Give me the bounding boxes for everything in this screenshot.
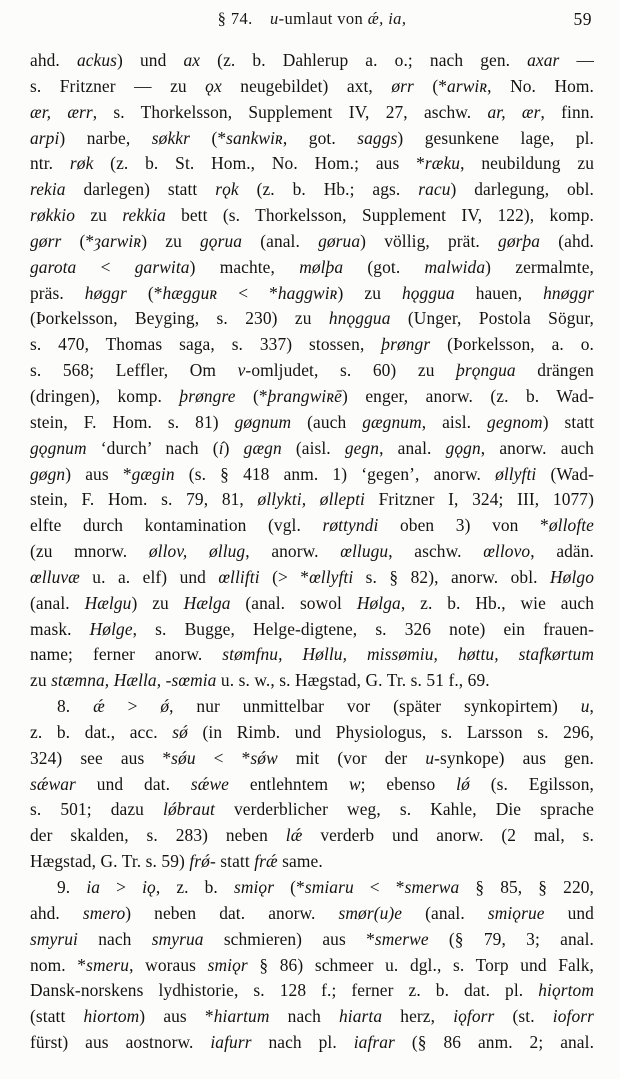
italic-term: arpi <box>30 127 60 148</box>
italic-term: œllugu <box>340 541 389 562</box>
text-line <box>30 694 594 720</box>
italic-term: frǿ- <box>189 851 216 872</box>
text-line <box>30 797 594 823</box>
text-run: (anal. <box>242 230 319 251</box>
italic-term: rekia <box>30 179 66 200</box>
page-body <box>30 48 594 1056</box>
text-run: -synkope) aus gen. <box>434 747 594 768</box>
text-run: ) völlig, prät. <box>360 230 499 251</box>
text-run: drängen <box>515 360 594 381</box>
italic-term: ær, ærr <box>30 101 93 122</box>
text-run: ) und <box>117 50 184 70</box>
text-line <box>30 100 594 126</box>
italic-term: arwiʀ <box>447 75 488 96</box>
text-line <box>30 720 594 746</box>
text-run: name; ferner anorw. <box>30 644 223 665</box>
text-run: zu <box>30 670 52 691</box>
italic-term: u <box>425 747 435 768</box>
text-run: ) zu <box>141 230 201 251</box>
text-run: , woraus <box>129 954 208 975</box>
italic-term: hnøggr <box>543 282 594 303</box>
text-run: (s. Egilsson, <box>469 773 594 794</box>
text-run: s. § 82), anorw. obl. <box>353 566 551 587</box>
italic-term: ǽ, ia, <box>367 9 407 28</box>
italic-term: lǿbraut <box>163 799 215 820</box>
text-run: nach <box>269 1006 340 1027</box>
italic-term: ioforr <box>552 1006 594 1027</box>
text-run: § 86) schmeer u. dgl., s. Torp und Falk, <box>247 954 594 975</box>
italic-term: høggr <box>84 282 127 303</box>
paragraph <box>30 694 594 875</box>
italic-term: øllofte <box>548 515 594 536</box>
text-line <box>30 332 594 358</box>
italic-term: ackus <box>76 50 118 70</box>
text-run: (z. b. St. Hom., No. Hom.; aus * <box>93 153 425 174</box>
italic-term: ǿ <box>160 696 170 717</box>
section-heading <box>30 9 594 29</box>
text-run: hauen, <box>454 282 544 303</box>
text-run: , anal. <box>379 437 446 458</box>
italic-term: stæmna, Hælla, -sœmia <box>51 670 217 691</box>
italic-term: gegn <box>344 437 380 458</box>
italic-term: smyrui <box>30 928 78 949</box>
italic-term: øllyfti <box>495 463 537 484</box>
text-run: (auch <box>291 411 363 432</box>
text-line <box>30 1030 594 1056</box>
italic-term: smiǫr <box>207 954 248 975</box>
text-run: und <box>544 902 594 923</box>
italic-term: gǫrua <box>200 230 243 251</box>
italic-term: ar, ær <box>487 101 541 122</box>
text-run: verderb und anorw. (2 mal, s. <box>302 825 594 846</box>
italic-term: røttyndi <box>322 515 379 536</box>
text-run: (ahd. <box>540 230 594 251</box>
text-line <box>30 849 594 875</box>
text-line <box>30 617 594 643</box>
italic-term: gǫgnum <box>30 437 87 458</box>
italic-term: í <box>218 437 224 458</box>
text-line <box>30 927 594 953</box>
text-run: (§ 79, 3; anal. <box>428 928 594 949</box>
italic-term: iǫforr <box>453 1006 495 1027</box>
text-run: (Þorkelsson, a. o. <box>430 334 594 355</box>
book-page <box>0 9 620 1079</box>
text-run: 324) see aus * <box>30 747 172 768</box>
text-run: nach <box>77 928 152 949</box>
text-run: oben 3) von * <box>378 515 549 536</box>
text-line <box>30 953 594 979</box>
text-run: (in Rimb. und Physiologus, s. Larsson s. 296, <box>187 721 594 742</box>
text-run: (z. b. Dahlerup a. o.; nach gen. <box>200 50 528 70</box>
text-run: ) neben dat. anorw. <box>125 902 339 923</box>
text-run: ntr. <box>30 153 70 174</box>
text-run: und dat. <box>75 773 191 794</box>
italic-term: smiǫrue <box>487 902 545 923</box>
text-run: (dringen), komp. <box>30 385 180 406</box>
text-run: 8. <box>57 696 94 717</box>
text-run: , z. b. <box>155 877 234 897</box>
italic-term: œllifti <box>218 566 260 587</box>
italic-term: stømfnu, Høllu, missømiu, høttu, stafkørtum <box>222 644 594 665</box>
text-run: herz, <box>382 1006 454 1027</box>
italic-term: lǿ <box>456 773 470 794</box>
italic-term: u <box>269 9 279 28</box>
text-line <box>30 229 594 255</box>
text-run: < * <box>195 747 251 768</box>
text-run: (* <box>126 282 163 303</box>
text-run: , adän. <box>530 541 594 562</box>
text-run: , anorw. <box>245 541 341 562</box>
text-run: , got. <box>282 127 358 148</box>
text-line <box>30 539 594 565</box>
text-run: Dansk-norskens lydhistorie, s. 128 f.; ferner z. b. dat. pl. <box>30 980 539 1001</box>
text-run: Fritzner I, 324; III, 1077) <box>364 489 594 510</box>
text-run: (aisl. <box>281 437 345 458</box>
italic-term: ǽ <box>93 696 105 717</box>
italic-term: rǫk <box>215 179 239 200</box>
italic-term: sǽwe <box>190 773 229 794</box>
text-line <box>30 255 594 281</box>
italic-term: sankwiʀ <box>226 127 283 148</box>
text-run: Hægstad, G. Tr. s. 59) <box>30 851 190 872</box>
text-run: same. <box>277 851 323 872</box>
text-run: > <box>100 877 143 897</box>
italic-term: smyrua <box>151 928 204 949</box>
italic-term: ȝarwiʀ <box>94 230 142 251</box>
text-line <box>30 668 594 694</box>
text-run: , anorw. auch <box>480 437 594 458</box>
italic-term: smero <box>82 902 126 923</box>
text-run: ) aus * <box>65 463 132 484</box>
text-run: ) statt <box>542 411 594 432</box>
italic-term: Hølgo <box>550 566 594 587</box>
page-number: 59 <box>573 9 592 29</box>
text-line <box>30 48 594 74</box>
text-run: ‘durch’ nach ( <box>86 437 219 458</box>
text-line <box>30 177 594 203</box>
text-run: < <box>76 256 135 277</box>
italic-term: haggwiʀ <box>277 282 338 303</box>
italic-term: ax <box>183 50 201 70</box>
italic-term: Hølge <box>89 618 133 639</box>
text-run: nach pl. <box>251 1032 354 1053</box>
text-run: ) zu <box>131 592 184 613</box>
italic-term: sǿu <box>171 747 196 768</box>
text-run: nom. * <box>30 954 87 975</box>
text-line <box>30 384 594 410</box>
italic-term: gægin <box>131 463 175 484</box>
text-run: s. 501; dazu <box>30 799 164 820</box>
text-run: , aisl. <box>421 411 488 432</box>
text-run: u. a. elf) und <box>79 566 219 587</box>
text-run: § 85, § 220, <box>459 877 594 897</box>
text-line <box>30 513 594 539</box>
text-run: ) darlegung, obl. <box>450 179 594 200</box>
italic-term: þrǫngua <box>456 360 516 381</box>
italic-term: øllov, øllug <box>148 541 246 562</box>
italic-term: Hælgu <box>84 592 132 613</box>
text-run: — <box>559 50 594 70</box>
text-line <box>30 74 594 100</box>
italic-term: hnǫggua <box>328 308 391 329</box>
text-run: mask. <box>30 618 90 639</box>
text-run: s. 568; Leffler, Om <box>30 360 238 381</box>
page-header <box>30 9 594 33</box>
italic-term: hǫggua <box>401 282 455 303</box>
italic-term: malwida <box>424 256 486 277</box>
text-run: (statt <box>30 1006 84 1027</box>
italic-term: ǫx <box>205 75 222 96</box>
text-run: (> * <box>259 566 310 587</box>
text-run: ) zermalmte, <box>485 256 594 277</box>
text-line <box>30 281 594 307</box>
italic-term: hiarta <box>339 1006 383 1027</box>
text-run: , z. b. Hb., wie auch <box>400 592 594 613</box>
text-line <box>30 487 594 513</box>
text-run: (* <box>189 127 227 148</box>
text-line <box>30 901 594 927</box>
text-run: u. s. w., s. Hægstad, G. Tr. s. 51 f., 69. <box>216 670 490 691</box>
text-line <box>30 410 594 436</box>
text-run: ) gesunkene lage, pl. <box>397 127 594 148</box>
italic-term: gǫgn <box>445 437 481 458</box>
text-run: (* <box>413 75 448 96</box>
text-line <box>30 591 594 617</box>
text-line <box>30 203 594 229</box>
italic-term: gørua <box>318 230 361 251</box>
text-run: ) <box>223 437 244 458</box>
text-run: § 74. <box>217 9 270 28</box>
text-line <box>30 462 594 488</box>
italic-term: garota <box>30 256 77 277</box>
italic-term: gøgnum <box>234 411 292 432</box>
text-run: mit (vor der <box>277 747 426 768</box>
text-run: , aschw. <box>388 541 484 562</box>
text-line <box>30 126 594 152</box>
text-run: -omljudet, s. 60) zu <box>245 360 457 381</box>
text-run: präs. <box>30 282 85 303</box>
italic-term: Hølga <box>356 592 401 613</box>
text-run: , finn. <box>540 101 594 122</box>
italic-term: þrøngr <box>381 334 431 355</box>
text-run: , No. Hom. <box>487 75 594 96</box>
italic-term: u <box>580 696 590 717</box>
text-run: ) enger, anorw. (z. b. Wad- <box>341 385 594 406</box>
text-run: -umlaut von <box>278 9 368 28</box>
text-line <box>30 978 594 1004</box>
italic-term: iafrar <box>353 1032 395 1053</box>
paragraph <box>30 48 594 694</box>
italic-term: iafurr <box>210 1032 252 1053</box>
italic-term: gørþa <box>498 230 541 251</box>
italic-term: axar <box>527 50 560 70</box>
text-run: < * <box>353 877 405 897</box>
text-run: > <box>104 696 161 717</box>
text-run: (anal. sowol <box>230 592 357 613</box>
text-run: (st. <box>494 1006 553 1027</box>
text-line <box>30 1004 594 1030</box>
italic-term: smeru <box>86 954 130 975</box>
italic-term: saggs <box>357 127 398 148</box>
text-run: bett (s. Thorkelsson, Supplement IV, 122), komp. <box>165 205 594 226</box>
text-run: 9. <box>57 877 87 897</box>
text-run: s. 470, Thomas saga, s. 337) stossen, <box>30 334 382 355</box>
italic-term: sǿw <box>250 747 278 768</box>
text-run: ) machte, <box>189 256 300 277</box>
italic-term: smiaru <box>304 877 354 897</box>
text-run: ) narbe, <box>59 127 152 148</box>
italic-term: hægguʀ <box>162 282 218 303</box>
text-run: , neubildung zu <box>460 153 594 174</box>
text-run: darlegen) statt <box>65 179 216 200</box>
text-line <box>30 772 594 798</box>
text-run: , nur unmittelbar vor (später synkopirtem) <box>169 696 581 717</box>
paragraph <box>30 875 594 1056</box>
text-run: statt <box>215 851 255 872</box>
text-run: (Unger, Postola Sögur, <box>390 308 594 329</box>
italic-term: søkkr <box>151 127 190 148</box>
text-run: (Wad- <box>536 463 594 484</box>
text-run: , s. Thorkelsson, Supplement IV, 27, aschw. <box>92 101 488 122</box>
italic-term: sǿ <box>172 721 188 742</box>
italic-term: rekkia <box>122 205 166 226</box>
italic-term: smerwe <box>374 928 429 949</box>
italic-term: þrangwiʀē <box>267 385 342 406</box>
italic-term: Hælga <box>183 592 231 613</box>
text-run: (§ 86 anm. 2; anal. <box>394 1032 594 1053</box>
text-run: elfte durch kontamination (vgl. <box>30 515 323 536</box>
italic-term: lǽ <box>285 825 303 846</box>
text-run: (s. § 418 anm. 1) ‘gegen’, anorw. <box>174 463 496 484</box>
text-line <box>30 358 594 384</box>
text-line <box>30 151 594 177</box>
text-run: ) zu <box>337 282 402 303</box>
italic-term: røkkio <box>30 205 76 226</box>
text-run: ahd. <box>30 50 77 70</box>
text-run: (anal. <box>30 592 85 613</box>
italic-term: v <box>237 360 246 381</box>
italic-term: w <box>348 773 361 794</box>
italic-term: smør(u)e <box>338 902 403 923</box>
italic-term: ia <box>86 877 101 897</box>
italic-term: œllovo <box>483 541 531 562</box>
text-run: (zu mnorw. <box>30 541 149 562</box>
text-line <box>30 875 594 901</box>
text-run: ) aus * <box>139 1006 214 1027</box>
text-run: (got. <box>343 256 425 277</box>
text-line <box>30 823 594 849</box>
text-run: < * <box>217 282 278 303</box>
italic-term: ørr <box>391 75 414 96</box>
text-run: stein, F. Hom. s. 79, 81, <box>30 489 258 510</box>
text-run: (* <box>274 877 305 897</box>
text-line <box>30 565 594 591</box>
italic-term: øllykti, øllepti <box>257 489 365 510</box>
text-run: (* <box>61 230 95 251</box>
italic-term: hiǫrtom <box>538 980 594 1001</box>
italic-term: œlluvæ <box>30 566 80 587</box>
italic-term: gegnom <box>487 411 543 432</box>
italic-term: mølþa <box>299 256 344 277</box>
text-run: verderblicher weg, s. Kahle, Die sprache <box>214 799 594 820</box>
text-run: stein, F. Hom. s. 81) <box>30 411 235 432</box>
text-line <box>30 306 594 332</box>
italic-term: hiartum <box>213 1006 270 1027</box>
text-run: ; ebenso <box>360 773 457 794</box>
text-run: entlehntem <box>228 773 349 794</box>
italic-term: røk <box>69 153 94 174</box>
italic-term: ræku <box>424 153 461 174</box>
text-line <box>30 436 594 462</box>
text-line <box>30 746 594 772</box>
text-run: fürst) aus aostnorw. <box>30 1032 211 1053</box>
italic-term: hiortom <box>83 1006 140 1027</box>
text-run: ahd. <box>30 902 83 923</box>
italic-term: gørr <box>30 230 62 251</box>
italic-term: iǫ <box>142 877 156 897</box>
italic-term: gøgn <box>30 463 66 484</box>
italic-term: gægn <box>243 437 282 458</box>
text-run: schmieren) aus * <box>203 928 375 949</box>
text-run: z. b. dat., acc. <box>30 721 173 742</box>
text-run: , <box>589 696 594 717</box>
text-run: s. Fritzner — zu <box>30 75 206 96</box>
italic-term: smiǫr <box>233 877 275 897</box>
text-run: (* <box>235 385 268 406</box>
text-run: zu <box>75 205 123 226</box>
italic-term: þrøngre <box>179 385 236 406</box>
italic-term: garwita <box>134 256 190 277</box>
text-line <box>30 642 594 668</box>
text-run: (z. b. Hb.; ags. <box>238 179 419 200</box>
italic-term: gægnum <box>362 411 422 432</box>
italic-term: racu <box>418 179 451 200</box>
italic-term: sǽwar <box>30 773 76 794</box>
italic-term: œllyfti <box>309 566 354 587</box>
text-run: (anal. <box>402 902 488 923</box>
italic-term: frǽ <box>254 851 278 872</box>
text-run: neugebildet) axt, <box>221 75 392 96</box>
text-run: der skalden, s. 283) neben <box>30 825 286 846</box>
text-run: , s. Bugge, Helge-digtene, s. 326 note) ein frauen- <box>132 618 594 639</box>
text-run: (Þorkelsson, Beyging, s. 230) zu <box>30 308 329 329</box>
italic-term: smerwa <box>404 877 460 897</box>
